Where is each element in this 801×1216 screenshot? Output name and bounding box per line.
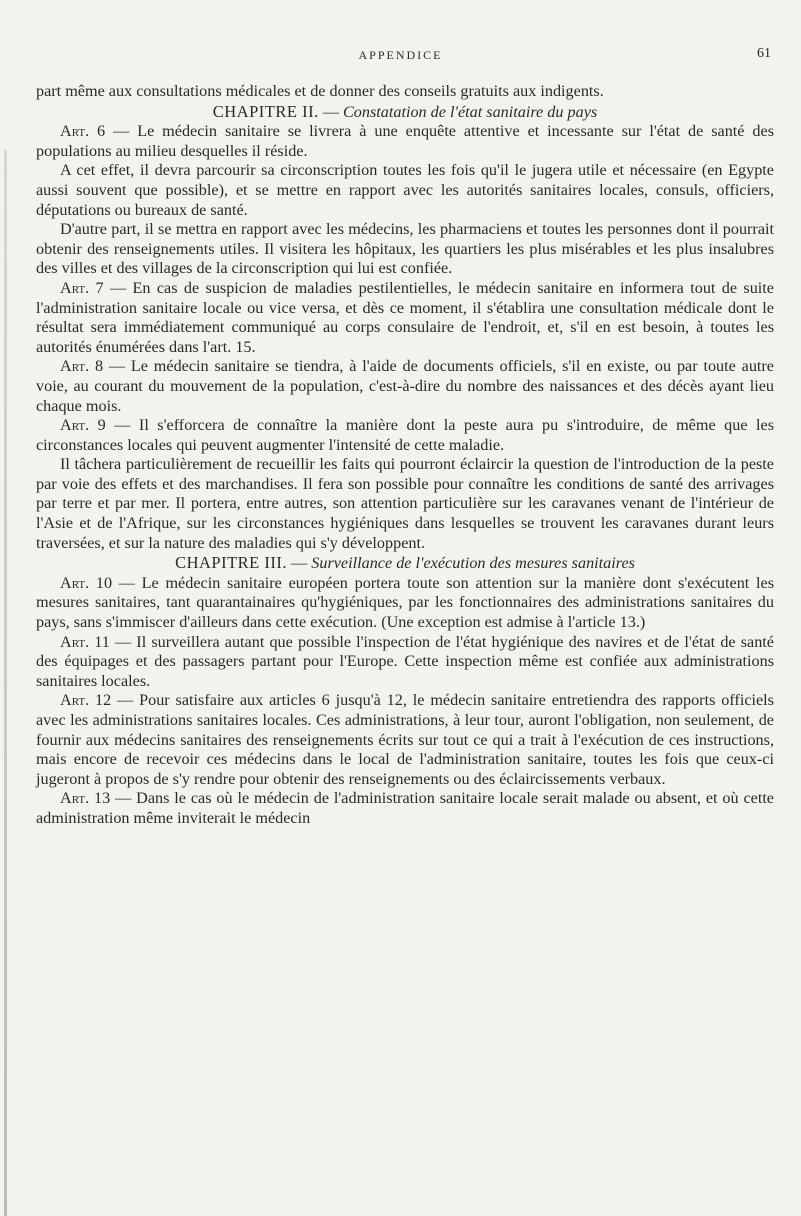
paragraph-text: — Pour satisfaire aux articles 6 jusqu'à 12, le médecin sanitaire entretiendra des rapports officiels avec les administrations sanitaires locales. Ces administrations, à leur tour, auront l'obligation, non seulement, de fournir aux médecins sanitaires des renseignements écrits sur tout ce qui a trait à l'exécution de ces instructions, mais encore de recevoir ces médecins dans le local de l'administration sanitaire, toutes les fois que ceux-ci jugeront à propos de s'y rendre pour obtenir des renseignements ou des éclaircissements verbaux. bbox=[36, 691, 774, 788]
article-paragraph bbox=[36, 357, 774, 416]
paragraph-text: Il tâchera particulièrement de recueillir les faits qui pourront éclaircir la question de l'introduction de la peste par voie des effets et des marchandises. Il fera son possible pour connaître les conditions de santé des arrivages par terre et par mer. Il portera, entre autres, son attention particulière sur les caravanes venant de l'intérieur de l'Asie et de l'Afrique, sur les circonstances hygiéniques dans lesquelles se trouvent les caravanes durant leurs traversées, et sur la nature des maladies qui s'y développent. bbox=[36, 455, 774, 552]
paragraph-text: — Dans le cas où le médecin de l'administration sanitaire locale serait malade ou absent, et où cette administration même inviterait le médecin bbox=[36, 789, 774, 827]
article-label: Art. 9 bbox=[60, 416, 106, 435]
chapter-heading: CHAPITRE II. — Constatation de l'état sanitaire du pays bbox=[212, 101, 598, 121]
paragraph-text: — En cas de suspicion de maladies pestilentielles, le médecin sanitaire en informera tout de suite l'administration sanitaire locale ou vice versa, et dès ce moment, il s'établira une consultation médicale dont le résultat sera immédiatement communiqué au corps consulaire de l'endroit, et, s'il en est besoin, à toutes les autorités énumérées dans l'art. 15. bbox=[36, 278, 774, 356]
paragraph-text: — Le médecin sanitaire se livrera à une enquête attentive et incessante sur l'état de santé des populations au milieu desquelles il réside. bbox=[36, 122, 774, 160]
article-paragraph bbox=[36, 633, 774, 692]
paragraph-text: — Il s'efforcera de connaître la manière dont la peste aura pu s'introduire, de même que les circonstances locales qui peuvent augmenter l'intensité de cette maladie. bbox=[36, 416, 774, 454]
paragraph bbox=[36, 455, 774, 553]
article-paragraph bbox=[36, 416, 774, 455]
article-paragraph bbox=[36, 789, 774, 828]
article-paragraph bbox=[36, 122, 774, 161]
paragraph-text: A cet effet, il devra parcourir sa circonscription toutes les fois qu'il le jugera utile et nécessaire (en Egypte aussi souvent que possible), et se mettre en rapport avec les autorités sanitaires locales, consuls, officiers, députations ou bureaux de santé. bbox=[36, 161, 774, 219]
article-paragraph bbox=[36, 691, 774, 789]
chapter-number: CHAPITRE III. bbox=[175, 553, 287, 573]
paragraph bbox=[36, 161, 774, 220]
body-text bbox=[36, 82, 774, 829]
article-label: Art. 11 bbox=[60, 632, 110, 651]
paragraph bbox=[36, 220, 774, 279]
article-label: Art. 7 bbox=[60, 278, 104, 297]
article-label: Art. 8 bbox=[60, 357, 104, 376]
article-label: Art. 10 bbox=[60, 573, 113, 592]
article-paragraph bbox=[36, 279, 774, 357]
paragraph-text: — Le médecin sanitaire se tiendra, à l'aide de documents officiels, s'il en existe, ou par toute autre voie, au courant du mouvement de la population, c'est-à-dire du nombre des naissances et des décès ayant lieu chaque mois. bbox=[36, 357, 774, 415]
chapter-title: Constatation de l'état sanitaire du pays bbox=[342, 102, 598, 121]
chapter-title: Surveillance de l'exécution des mesures sanitaires bbox=[311, 554, 635, 573]
paragraph-text: D'autre part, il se mettra en rapport avec les médecins, les pharmaciens et toutes les personnes dont il pourrait obtenir des renseignements utiles. Il visitera les hôpitaux, les quartiers les plus misérables et les plus insalubres des villes et des villages de la circonscription qui lui est confiée. bbox=[36, 220, 774, 278]
chapter-number: CHAPITRE II. bbox=[212, 101, 319, 121]
page-edge-shadow bbox=[4, 150, 7, 1216]
paragraph-text: — Le médecin sanitaire européen portera toute son attention sur la manière dont s'exécutent les mesures sanitaires, tant quarantainaires qu'hygiéniques, par les fonctionnaires des administrations sanitaires du pays, sans s'immiscer d'ailleurs dans cette exécution. (Une exception est admise à l'article 13.) bbox=[36, 573, 774, 632]
running-head: APPENDICE bbox=[358, 48, 443, 62]
page-number: 61 bbox=[757, 46, 771, 61]
article-paragraph bbox=[36, 574, 774, 633]
chapter-heading: CHAPITRE III. — Surveillance de l'exécution des mesures sanitaires bbox=[175, 553, 635, 573]
article-label: Art. 13 bbox=[60, 789, 111, 808]
article-label: Art. 6 bbox=[60, 122, 106, 141]
paragraph bbox=[36, 82, 774, 102]
paragraph-text: part même aux consultations médicales et de donner des conseils gratuits aux indigents. bbox=[36, 82, 604, 100]
article-label: Art. 12 bbox=[60, 691, 112, 710]
paragraph-text: — Il surveillera autant que possible l'inspection de l'état hygiénique des navires et de l'état de santé des équipages et des passagers partant pour l'Europe. Cette inspection même est confiée aux administrations sanitaires locales. bbox=[36, 632, 774, 690]
